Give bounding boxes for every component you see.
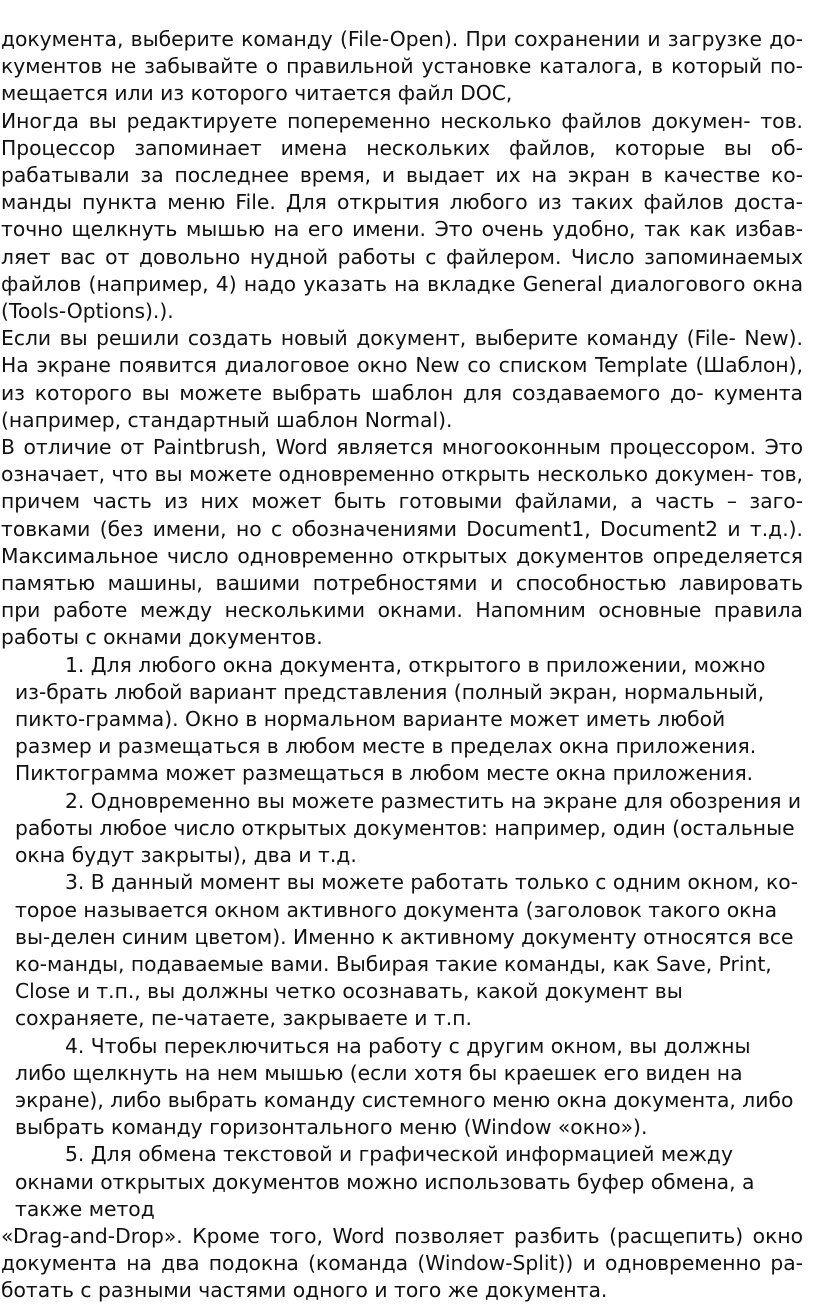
- list-item-2: 2. Одновременно вы можете разместить на экране для обозрения и работы любое число открытых документов: например, один (остальные окна будут закрыты), два и т.д.: [15, 788, 802, 868]
- window-rules-list: [1, 652, 803, 1223]
- list-item-4: 4. Чтобы переключиться на работу с другим окном, вы должны либо щелкнуть на нем мышью (если хотя бы краешек его виден на экране), либо выбрать команду системного меню окна документа, либо выбрать команду горизонтального меню (Window «окно»).: [15, 1033, 794, 1140]
- list-item-1: 1. Для любого окна документа, открытого в приложении, можно из-брать любой вариант представления (полный экран, нормальный, пикто-грамма). Окно в нормальном варианте может иметь любой размер и размещаться в любом месте в пределах окна приложения. Пиктограмма может размещаться в любом месте окна приложения.: [15, 652, 766, 786]
- paragraph-open-command: документа, выберите команду (File-Open). При сохранении и загрузке до-кументов не забывайте о правильной установке каталога, в который по-мещается или из которого читается файл DOC,: [1, 27, 803, 106]
- paragraph-recent-files: Иногда вы редактируете попеременно несколько файлов докумен- тов. Процессор запоминает имена нескольких файлов, которые вы об-рабатывали за последнее время, и выдает их на экран в качестве ко- манды пункта меню File. Для открытия любого из таких файлов доста- точно щелкнуть мышью на его имени. Это очень удобно, так как избав- ляет вас от довольно нудной работы с файлером. Число запоминаемых файлов (например, 4) надо указать на вкладке General диалогового окна (Tools-Options).).: [1, 108, 803, 324]
- paragraph-multiwindow: В отличие от Paintbrush, Word является многооконным процессором. Это означает, что вы можете одновременно открыть несколько докумен- тов, причем часть из них может быть готовыми файлами, а часть – заго- товками (без имени, но с обозначениями Document1, Document2 и т.д.). Максимальное число одновременно открытых документов определяется памятью машины, вашими потребностями и способностью лавировать при работе между несколькими окнами. Напомним основные правила работы с окнами документов.: [1, 435, 803, 650]
- paragraph-drag-and-drop: «Drag-and-Drop». Кроме того, Word позволяет разбить (расщепить) окно документа на два подокна (команда (Window-Split)) и одновременно ра-ботать с разными частями одного и того же документа.: [1, 1223, 803, 1303]
- list-item-5: 5. Для обмена текстовой и графической информацией между окнами открытых документов можно использовать буфер обмена, а также метод: [15, 1142, 755, 1221]
- paragraph-new-document: Если вы решили создать новый документ, выберите команду (File- New). На экране появится диалоговое окно New со списком Template (Шаблон), из которого вы можете выбрать шаблон для создаваемого до- кумента (например, стандартный шаблон Normal).: [1, 326, 803, 432]
- list-item-3: 3. В данный момент вы можете работать только с одним окном, ко-торое называется окном активного документа (заголовок такого окна вы-делен синим цветом). Именно к активному документу относятся все ко-манды, подаваемые вами. Выбирая такие команды, как Save, Print, Close и т.п., вы должны четко осознавать, какой документ вы сохраняете, пе-чатаете, закрываете и т.п.: [15, 870, 799, 1031]
